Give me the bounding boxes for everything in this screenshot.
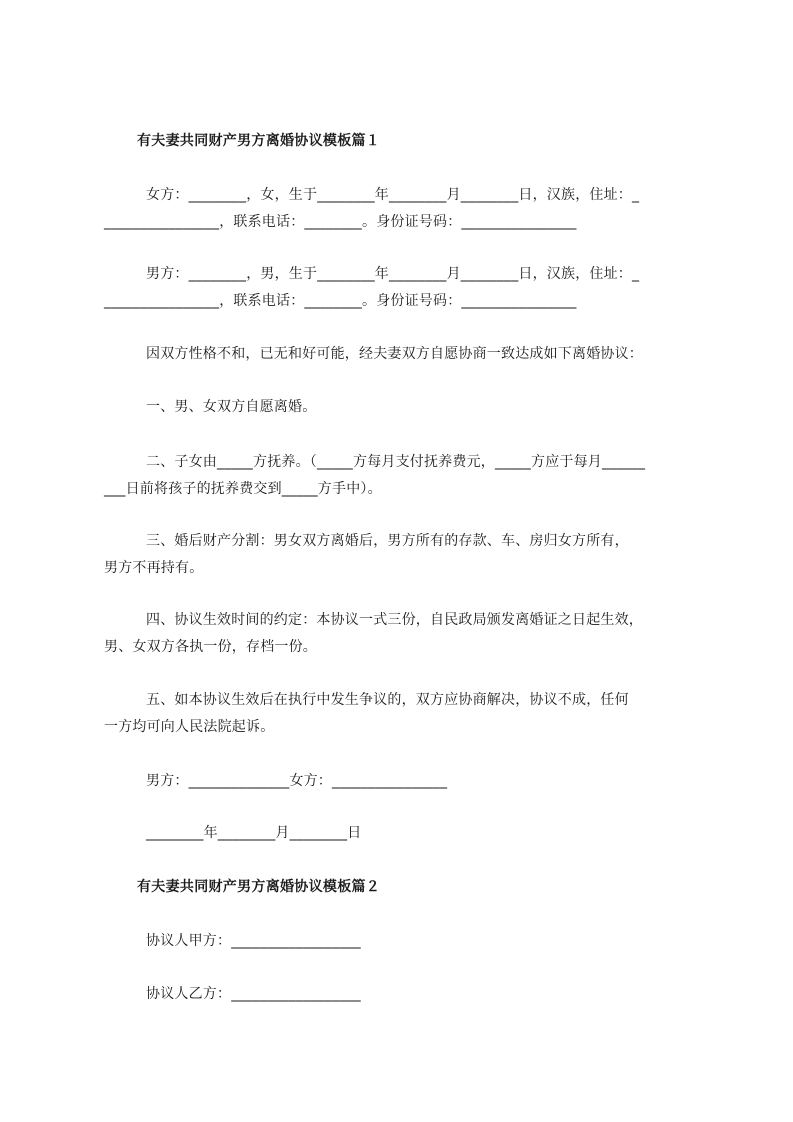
party-a-line: 协议人甲方：__________________ xyxy=(146,933,361,949)
clause-2-line-1: 二、子女由_____方抚养。（_____方每月支付抚养费元，_____方应于每月______ xyxy=(146,454,646,470)
clause-4-line-2: 男、女双方各执一份，存档一份。 xyxy=(104,639,317,655)
section-title-2: 有夫妻共同财产男方离婚协议模板篇２ xyxy=(137,879,381,895)
wife-info-line-1: 女方：________，女，生于________年________月________日，汉族，住址：_ xyxy=(146,187,640,203)
clause-4-line-1: 四、协议生效时间的约定：本协议一式三份，自民政局颁发离婚证之日起生效， xyxy=(146,612,643,628)
clause-3-line-2: 男方不再持有。 xyxy=(104,560,204,576)
wife-info-line-2: ________________，联系电话：________。身份证号码：________________ xyxy=(104,214,577,230)
signature-line: 男方：______________女方：________________ xyxy=(146,773,448,789)
date-line: ________年________月________日 xyxy=(146,825,362,841)
intro-paragraph: 因双方性格不和，已无和好可能，经夫妻双方自愿协商一致达成如下离婚协议： xyxy=(146,346,643,362)
husband-info-line-1: 男方：________，男，生于________年________月________日，汉族，住址：_ xyxy=(146,266,640,282)
clause-2-line-2: ___日前将孩子的抚养费交到_____方手中）。 xyxy=(104,481,382,497)
clause-5-line-2: 一方均可向人民法院起诉。 xyxy=(104,719,275,735)
party-b-line: 协议人乙方：__________________ xyxy=(146,986,361,1002)
section-title-1: 有夫妻共同财产男方离婚协议模板篇１ xyxy=(137,133,381,149)
clause-3-line-1: 三、婚后财产分割：男女双方离婚后，男方所有的存款、车、房归女方所有， xyxy=(146,533,629,549)
husband-info-line-2: ________________，联系电话：________。身份证号码：________________ xyxy=(104,293,577,309)
clause-1: 一、男、女双方自愿离婚。 xyxy=(146,399,317,415)
clause-5-line-1: 五、如本协议生效后在执行中发生争议的，双方应协商解决，协议不成，任何 xyxy=(146,692,629,708)
